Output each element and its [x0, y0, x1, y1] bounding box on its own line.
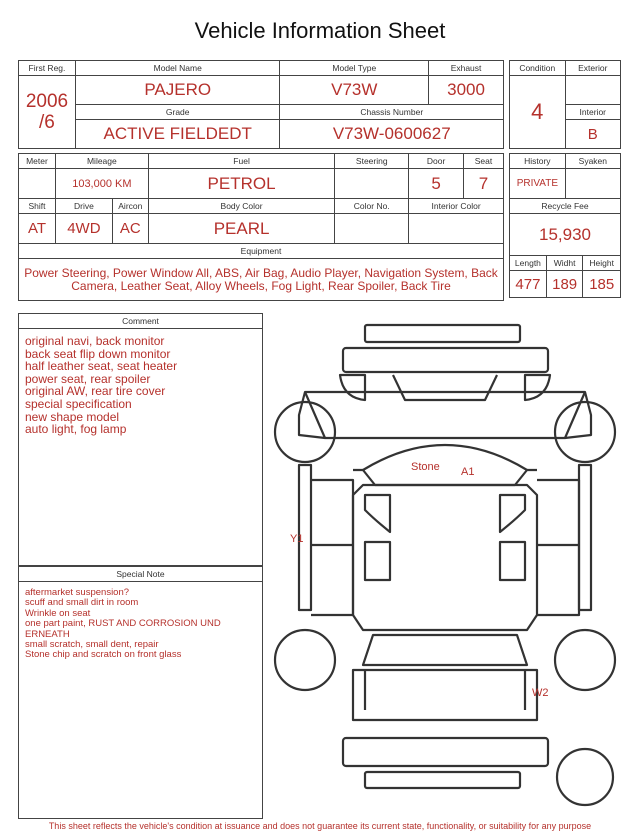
equipment-label: Equipment	[19, 244, 504, 259]
tailgate-lines	[365, 670, 525, 710]
interior-label: Interior	[565, 105, 620, 120]
mark-y1: Y1	[290, 533, 304, 545]
roof	[353, 485, 537, 630]
steering-label: Steering	[335, 154, 409, 169]
front-upper-strip	[365, 325, 520, 342]
door-label: Door	[409, 154, 464, 169]
page-title: Vehicle Information Sheet	[194, 18, 446, 43]
model-type-value: V73W	[280, 76, 429, 105]
comment-line: half leather seat, seat heater	[25, 359, 178, 374]
grade-value: ACTIVE FIELDEDT	[75, 120, 280, 149]
note-line: Stone chip and scratch on front glass	[25, 649, 182, 661]
first-reg-month: /6	[39, 112, 55, 133]
shift-label: Shift	[19, 199, 56, 214]
seat-label: Seat	[464, 154, 504, 169]
fuel-value: PETROL	[148, 169, 335, 199]
comment-list	[19, 329, 262, 436]
history-value: PRIVATE	[510, 169, 566, 199]
exhaust-label: Exhaust	[429, 61, 504, 76]
windshield	[363, 445, 527, 485]
length-value: 477	[510, 271, 547, 298]
interior-color-value	[409, 214, 504, 244]
comment-line: power seat, rear spoiler	[25, 371, 151, 386]
comment-line: new shape model	[25, 409, 120, 424]
front-lamps	[340, 375, 550, 400]
chassis-value: V73W-0600627	[280, 120, 504, 149]
note-line: one part paint, RUST AND CORROSION UND	[25, 618, 221, 630]
width-value: 189	[546, 271, 583, 298]
mileage-label: Mileage	[55, 154, 148, 169]
rear-side-windows	[365, 542, 525, 580]
color-no-value	[335, 214, 409, 244]
steering-value	[335, 169, 409, 199]
exterior-label: Exterior	[565, 61, 620, 76]
shift-value: AT	[19, 214, 56, 244]
recycle-fee-label: Recycle Fee	[510, 199, 621, 214]
front-left-wheel	[275, 402, 335, 462]
rear-bumper	[343, 738, 548, 766]
fuel-label: Fuel	[148, 154, 335, 169]
aircon-label: Aircon	[112, 199, 148, 214]
equipment-value: Power Steering, Power Window All, ABS, Air Bag, Audio Player, Navigation System, Back Camera, Leather Seat, Alloy Wheels, Fog Light, Rear Spoiler, Back Tire	[19, 259, 504, 301]
vehicle-main-table	[18, 60, 504, 149]
spare-tire	[557, 749, 613, 805]
color-no-label: Color No.	[335, 199, 409, 214]
syaken-value	[565, 169, 620, 199]
first-reg-value	[19, 76, 76, 149]
meter-label: Meter	[19, 154, 56, 169]
first-reg-year: 2006	[25, 91, 69, 112]
vehicle-details-table	[18, 153, 504, 301]
front-hood	[299, 392, 591, 438]
body-color-label: Body Color	[148, 199, 335, 214]
height-value: 185	[583, 271, 621, 298]
headlight-lines	[305, 392, 585, 438]
comment-line: special specification	[25, 396, 132, 411]
note-line: small scratch, small dent, repair	[25, 639, 159, 651]
side-doors	[311, 480, 579, 615]
special-note-list	[19, 582, 262, 661]
condition-label: Condition	[510, 61, 566, 76]
drive-label: Drive	[55, 199, 112, 214]
model-type-label: Model Type	[280, 61, 429, 76]
history-label: History	[510, 154, 566, 169]
comment-line: back seat flip down monitor	[25, 346, 171, 361]
rear-left-wheel	[275, 630, 335, 690]
comment-label: Comment	[19, 314, 262, 329]
comment-line: original navi, back monitor	[25, 334, 165, 348]
condition-value: 4	[510, 76, 566, 149]
rear-lower-strip	[365, 772, 520, 788]
first-reg-label: First Reg.	[19, 61, 76, 76]
comment-line: original AW, rear tire cover	[25, 384, 166, 399]
note-line: scuff and small dirt in room	[25, 597, 139, 609]
side-info-table	[509, 153, 621, 298]
mark-stone: Stone	[411, 461, 440, 473]
drive-value: 4WD	[55, 214, 112, 244]
width-label: Widht	[546, 256, 583, 271]
special-note-box	[18, 566, 263, 819]
mark-a1: A1	[461, 466, 475, 478]
special-note-label: Special Note	[19, 567, 262, 582]
meter-value	[19, 169, 56, 199]
length-label: Length	[510, 256, 547, 271]
side-sills	[299, 465, 591, 610]
car-damage-diagram	[265, 320, 625, 820]
interior-value: B	[565, 120, 620, 149]
rear-glass	[363, 635, 527, 665]
grade-label: Grade	[75, 105, 280, 120]
tailgate	[353, 670, 537, 720]
comment-box	[18, 313, 263, 566]
mileage-value: 103,000 KM	[55, 169, 148, 199]
exhaust-value: 3000	[429, 76, 504, 105]
disclaimer-footer: This sheet reflects the vehicle's condition at issuance and does not guarantee its current state, functionality, or suitability for any purpose	[48, 821, 592, 831]
note-line: ERNEATH	[25, 628, 70, 640]
height-label: Height	[583, 256, 621, 271]
grille	[393, 375, 497, 400]
chassis-label: Chassis Number	[280, 105, 504, 120]
rear-right-wheel	[555, 630, 615, 690]
interior-color-label: Interior Color	[409, 199, 504, 214]
exterior-value	[565, 76, 620, 105]
recycle-fee-value: 15,930	[510, 214, 621, 256]
front-right-wheel	[555, 402, 615, 462]
comment-line: auto light, fog lamp	[25, 422, 127, 437]
mark-w2: W2	[532, 687, 549, 699]
note-line: aftermarket suspension?	[25, 587, 130, 598]
aircon-value: AC	[112, 214, 148, 244]
syaken-label: Syaken	[565, 154, 620, 169]
note-line: Wrinkle on seat	[25, 607, 91, 619]
door-value: 5	[409, 169, 464, 199]
seat-value: 7	[464, 169, 504, 199]
body-color-value: PEARL	[148, 214, 335, 244]
front-side-windows	[365, 495, 525, 532]
condition-table	[509, 60, 621, 149]
model-name-value: PAJERO	[75, 76, 280, 105]
model-name-label: Model Name	[75, 61, 280, 76]
front-bumper	[343, 348, 548, 372]
